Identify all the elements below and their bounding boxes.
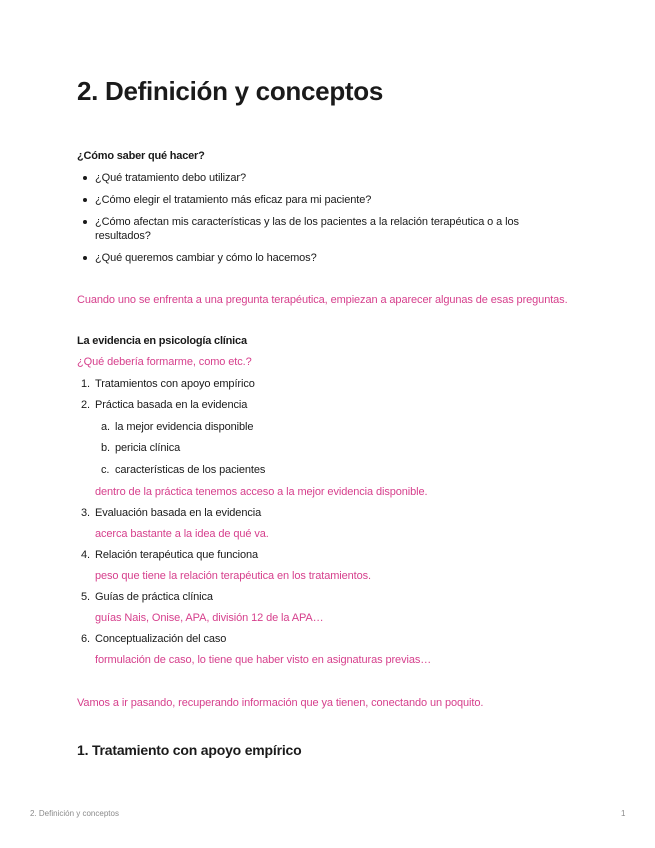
item-4-note: peso que tiene la relación terapéutica en los tratamientos. bbox=[95, 570, 371, 582]
item-label: Tratamientos con apoyo empírico bbox=[95, 378, 255, 390]
item-label: Práctica basada en la evidencia bbox=[95, 399, 248, 411]
item-label: Evaluación basada en la evidencia bbox=[95, 507, 262, 519]
list-item: ¿Cómo elegir el tratamiento más eficaz para mi paciente? bbox=[77, 193, 547, 207]
list-item: ¿Qué queremos cambiar y cómo lo hacemos? bbox=[77, 251, 547, 265]
sub-item-number: b. bbox=[101, 442, 110, 454]
list-item: ¿Qué tratamiento debo utilizar? bbox=[77, 171, 547, 185]
numbered-item-1 bbox=[77, 377, 255, 391]
numbered-item-2 bbox=[77, 398, 247, 412]
sub-item-label: características de los pacientes bbox=[115, 464, 266, 476]
item-5-note: guías Nais, Onise, APA, división 12 de la APA… bbox=[95, 612, 324, 624]
sub-item-label: la mejor evidencia disponible bbox=[115, 421, 254, 433]
item-number: 4. bbox=[81, 549, 90, 561]
item-number: 6. bbox=[81, 633, 90, 645]
item-label: Relación terapéutica que funciona bbox=[95, 549, 259, 561]
sub-item-c bbox=[101, 463, 265, 477]
numbered-item-4 bbox=[77, 548, 258, 562]
numbered-item-6 bbox=[77, 632, 226, 646]
section2-closing-note: Vamos a ir pasando, recuperando información que ya tienen, conectando un poquito. bbox=[77, 697, 484, 709]
section2-question: ¿Qué debería formarme, como etc.? bbox=[77, 356, 252, 368]
section-heading-como-saber: ¿Cómo saber qué hacer? bbox=[77, 150, 205, 162]
item-2-note: dentro de la práctica tenemos acceso a la mejor evidencia disponible. bbox=[95, 486, 428, 498]
item-number: 2. bbox=[81, 399, 90, 411]
sub-item-number: a. bbox=[101, 421, 110, 433]
sub-item-number: c. bbox=[101, 464, 110, 476]
sub-item-b bbox=[101, 441, 180, 455]
page-title: 2. Definición y conceptos bbox=[77, 76, 384, 106]
sub-item-a bbox=[101, 420, 253, 434]
item-number: 3. bbox=[81, 507, 90, 519]
numbered-item-5 bbox=[77, 590, 213, 604]
footer-page-number: 1 bbox=[621, 809, 626, 818]
numbered-item-3 bbox=[77, 506, 261, 520]
section-heading-evidencia: La evidencia en psicología clínica bbox=[77, 335, 247, 347]
item-6-note: formulación de caso, lo tiene que haber visto en asignaturas previas… bbox=[95, 654, 432, 666]
section-heading-tratamiento: 1. Tratamiento con apoyo empírico bbox=[77, 742, 302, 758]
item-number: 5. bbox=[81, 591, 90, 603]
list-item: ¿Cómo afectan mis características y las de los pacientes a la relación terapéutica o a los resultados? bbox=[77, 215, 547, 243]
sub-item-label: pericia clínica bbox=[115, 442, 181, 454]
item-label: Conceptualización del caso bbox=[95, 633, 227, 645]
item-3-note: acerca bastante a la idea de qué va. bbox=[95, 528, 269, 540]
item-label: Guías de práctica clínica bbox=[95, 591, 213, 603]
footer-title: 2. Definición y conceptos bbox=[30, 809, 119, 818]
item-number: 1. bbox=[81, 378, 90, 390]
question-bullet-list bbox=[77, 171, 547, 273]
section1-note: Cuando uno se enfrenta a una pregunta terapéutica, empiezan a aparecer algunas de esas preguntas. bbox=[77, 294, 568, 306]
